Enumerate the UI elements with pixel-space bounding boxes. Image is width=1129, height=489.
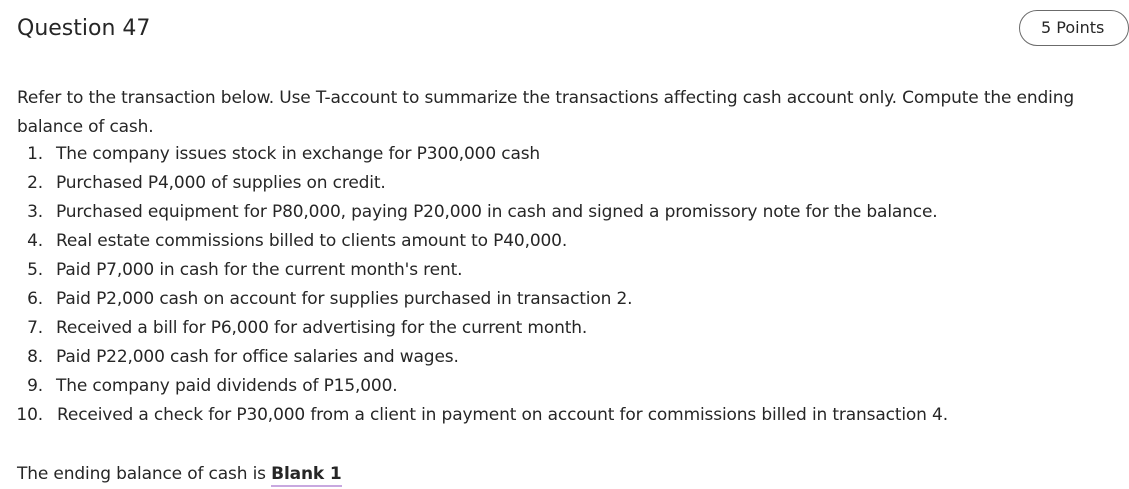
list-item-text: Real estate commissions billed to clients amount to P40,000. [56,231,568,251]
list-item-number: 6. [27,289,43,309]
points-badge: 5 Points [1019,10,1129,46]
list-item-text: The company paid dividends of P15,000. [56,376,398,396]
answer-sentence [17,460,342,489]
blank-1-field[interactable]: Blank 1 [271,464,341,487]
question-prompt: Refer to the transaction below. Use T-account to summarize the transactions affecting cash account only. Compute the ending balance of cash. [17,88,1074,137]
list-item-text: Paid P22,000 cash for office salaries and wages. [56,347,459,367]
list-item-number: 5. [27,260,43,280]
list-item-number: 10. [16,405,43,425]
list-item-number: 9. [27,376,43,396]
list-item-text: Received a check for P30,000 from a client in payment on account for commissions billed in transaction 4. [57,405,948,425]
list-item-text: The company issues stock in exchange for P300,000 cash [56,144,541,164]
list-item-number: 1. [27,144,43,164]
list-item-number: 4. [27,231,43,251]
list-item-number: 7. [27,318,43,338]
list-item-text: Paid P7,000 in cash for the current month's rent. [56,260,463,280]
list-item-number: 2. [27,173,43,193]
list-item-text: Purchased equipment for P80,000, paying P20,000 in cash and signed a promissory note for the balance. [56,202,938,222]
answer-sentence-text: The ending balance of cash is [17,464,266,484]
list-item-text: Paid P2,000 cash on account for supplies purchased in transaction 2. [56,289,633,309]
list-item-number: 3. [27,202,43,222]
question-title: Question 47 [17,16,151,41]
list-item-number: 8. [27,347,43,367]
list-item-text: Purchased P4,000 of supplies on credit. [56,173,386,193]
list-item-text: Received a bill for P6,000 for advertising for the current month. [56,318,588,338]
